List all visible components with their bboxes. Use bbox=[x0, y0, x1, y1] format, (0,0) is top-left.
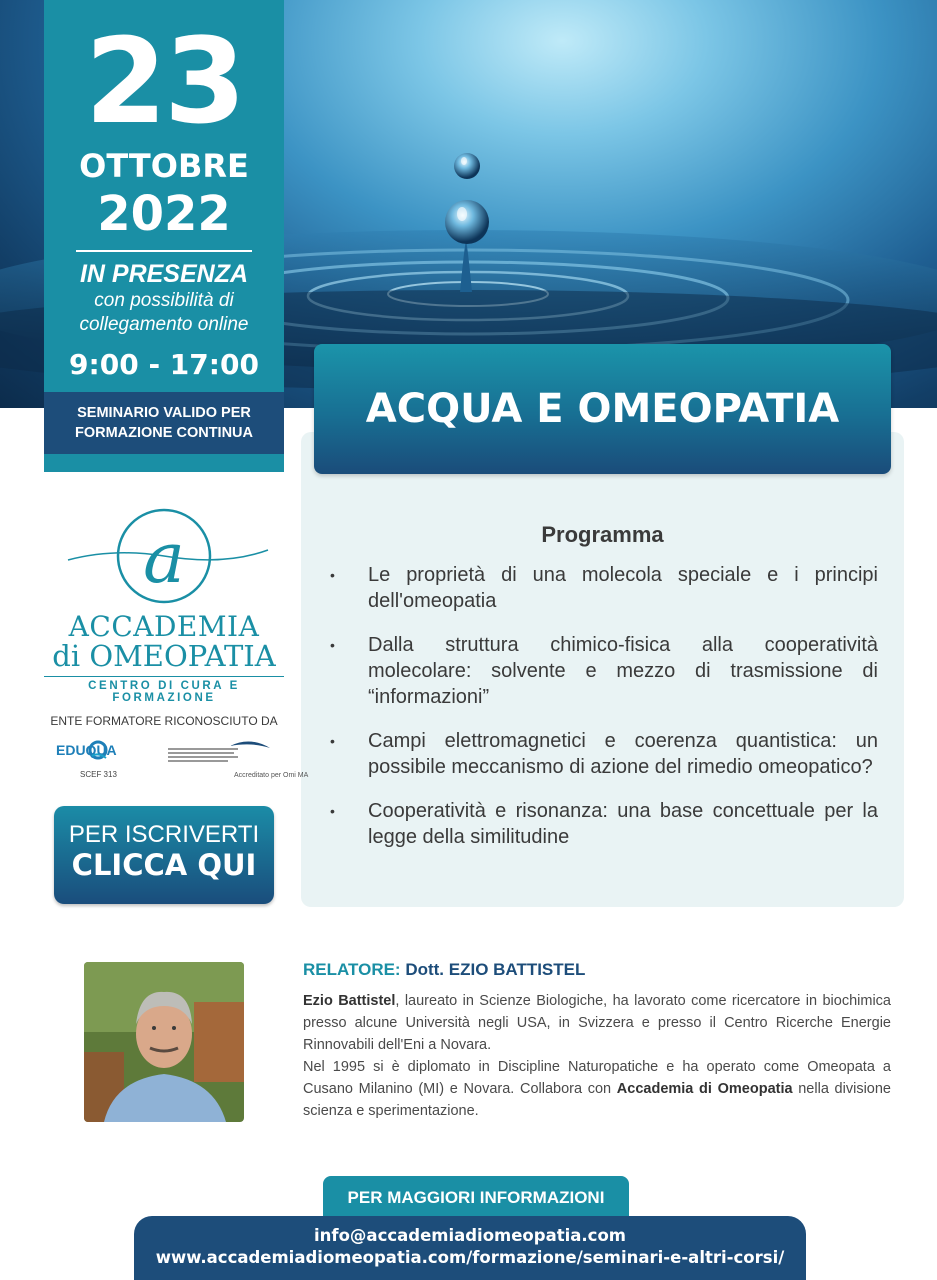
program-item: • Dalla struttura chimico-fisica alla cooperatività molecolare: solvente e mezzo di trasmissione di “informazioni” bbox=[330, 634, 878, 708]
bullet-icon: • bbox=[330, 733, 335, 749]
event-month: OTTOBRE bbox=[79, 147, 249, 185]
program-item: • Cooperatività e risonanza: una base concettuale per la legge della similitudine bbox=[330, 800, 878, 848]
eduqua-code: SCEF 313 bbox=[80, 770, 117, 779]
speaker-portrait-icon bbox=[84, 962, 244, 1122]
bio-part2: Nel 1995 si è diplomato in Discipline Naturopatiche e ha operato come Omeopata a Cusano Milanino (MI) e Novara. Collabora con bbox=[303, 1059, 891, 1097]
speaker-heading bbox=[303, 960, 585, 980]
program-heading: Programma bbox=[541, 522, 664, 547]
event-hours: 9:00 - 17:00 bbox=[69, 348, 259, 382]
event-day: 23 bbox=[84, 12, 244, 150]
event-year: 2022 bbox=[97, 186, 231, 242]
bio-part1: , laureato in Scienze Biologiche, ha lavorato come ricercatore in biochimica presso alcune Università negli USA, in Svizzera e presso il Centro Ricerche Energie Rinnovabili dell'Eni a Novara. bbox=[303, 993, 891, 1053]
date-divider bbox=[76, 250, 252, 252]
bullet-icon: • bbox=[330, 803, 335, 819]
monogram-logo-icon bbox=[54, 500, 274, 612]
date-panel bbox=[44, 0, 284, 472]
bio-part3: nella divisione scienza e sperimentazione. bbox=[303, 1081, 891, 1119]
email-link[interactable]: info@accademiadiomeopatia.com bbox=[314, 1226, 626, 1245]
online-note-line1: con possibilità di bbox=[94, 289, 234, 311]
validity-line1: SEMINARIO VALIDO PER bbox=[77, 405, 251, 421]
website-link[interactable]: www.accademiadiomeopatia.com/formazione/seminari-e-altri-corsi/ bbox=[155, 1248, 785, 1267]
bullet-icon: • bbox=[330, 637, 335, 653]
event-title: ACQUA E OMEOPATIA bbox=[314, 344, 891, 474]
attendance-mode: IN PRESENZA bbox=[79, 260, 249, 288]
omni-accredited: Accreditato per Omi MA bbox=[234, 772, 309, 779]
logo-name-line1: ACCADEMIA bbox=[68, 610, 260, 643]
program-list bbox=[330, 562, 878, 868]
logo-monogram: a bbox=[143, 517, 185, 599]
speaker-name: Dott. EZIO BATTISTEL bbox=[405, 960, 586, 979]
online-note-line2: collegamento online bbox=[79, 313, 249, 335]
eduqua-text: EDUQUA bbox=[56, 742, 117, 758]
bio-organization: Accademia di Omeopatia bbox=[616, 1081, 793, 1097]
more-info-label: PER MAGGIORI INFORMAZIONI bbox=[323, 1176, 629, 1220]
omni-logo bbox=[164, 736, 309, 782]
bio-speaker-name: Ezio Battistel bbox=[303, 993, 396, 1009]
register-label-line1: PER ISCRIVERTI bbox=[68, 821, 260, 848]
speaker-label: RELATORE: bbox=[303, 960, 401, 979]
validity-line2: FORMAZIONE CONTINUA bbox=[74, 425, 253, 442]
logo-tagline: CENTRO DI CURA E FORMAZIONE bbox=[88, 679, 240, 704]
register-button[interactable] bbox=[54, 806, 274, 904]
validity-banner bbox=[44, 392, 284, 454]
speaker-bio bbox=[303, 990, 891, 1122]
eduqua-q-icon bbox=[88, 740, 108, 760]
contact-box bbox=[134, 1216, 806, 1280]
bullet-icon: • bbox=[330, 567, 335, 583]
program-item: • Campi elettromagnetici e coerenza quantistica: un possibile meccanismo di azione del rimedio omeopatico? bbox=[330, 730, 878, 778]
omni-fineprint-icon bbox=[168, 746, 242, 764]
accreditation-label: ENTE FORMATORE RICONOSCIUTO DA bbox=[50, 714, 278, 728]
program-item: • Le proprietà di una molecola speciale e i principi dell'omeopatia bbox=[330, 564, 878, 612]
speaker-photo bbox=[84, 962, 244, 1122]
register-label-line2: CLICCA QUI bbox=[71, 848, 257, 883]
accademia-logo bbox=[44, 500, 284, 704]
logo-divider bbox=[44, 676, 284, 677]
logo-name-line2: di OMEOPATIA bbox=[52, 639, 276, 674]
eduqua-logo bbox=[56, 736, 136, 782]
